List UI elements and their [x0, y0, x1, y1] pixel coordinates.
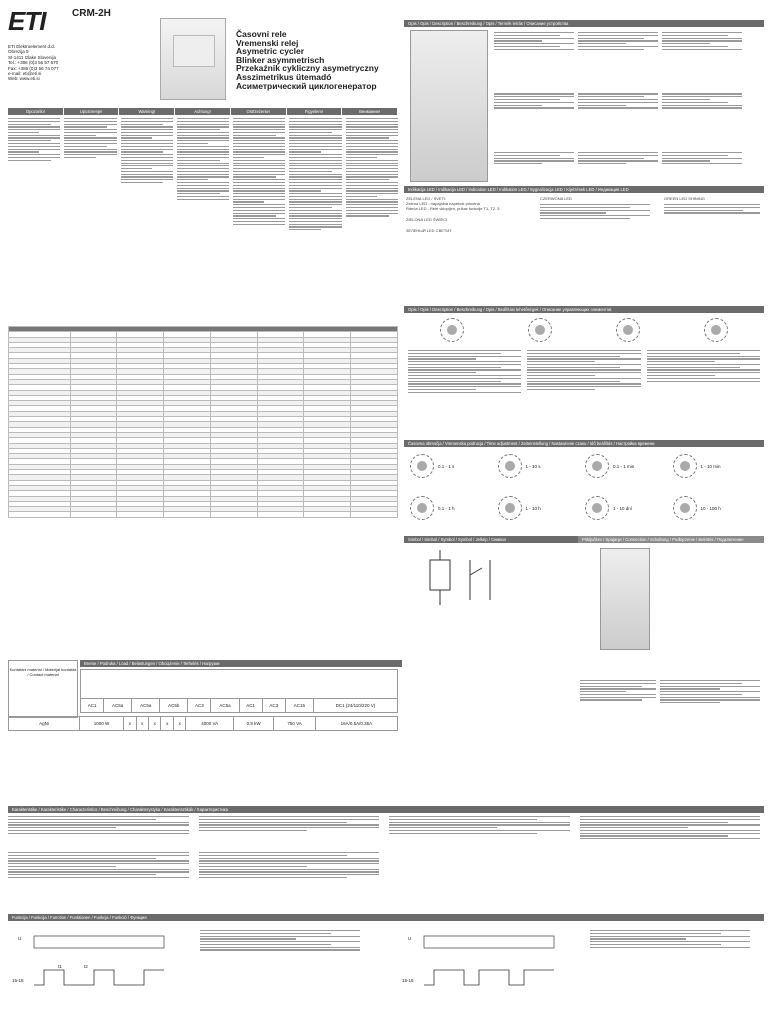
description-block — [662, 93, 742, 126]
description-block — [662, 32, 742, 67]
fine-adjust-dial-icon — [704, 318, 728, 342]
connection-device-illustration — [600, 548, 650, 650]
timing-diagram-left — [14, 930, 184, 1000]
title-line: Przekaźnik cykliczny asymetryczny — [236, 63, 379, 74]
title-line: Vremenski relej — [236, 37, 299, 48]
text-column — [289, 118, 341, 318]
warning-label: Ostrzeżenie! — [231, 108, 287, 115]
dial-label: 10 - 100 h — [700, 505, 721, 511]
function-bar: Funkcija / Funkcija / Function / Funktionen / Funkcja / Funkció / Функция — [8, 914, 764, 921]
address-line: e-mail: eti@eti.si — [8, 71, 42, 77]
warning-label: Внимание! — [342, 108, 398, 115]
time-range-item — [673, 496, 761, 520]
characteristics-column — [389, 852, 570, 878]
time-range-item — [498, 496, 586, 520]
description-block — [494, 152, 574, 182]
t2-label: t2 — [84, 964, 88, 969]
led-line: ZELENA LED / SVETI: — [406, 196, 447, 201]
led-block-right — [664, 204, 760, 214]
dial-icon — [585, 496, 609, 520]
load-column: AC1 — [239, 699, 262, 713]
load-values-row — [9, 717, 398, 731]
led-english: GREEN LED SHINING — [664, 196, 705, 201]
load-columns-row — [81, 699, 398, 713]
load-symbols-row — [81, 670, 398, 699]
text-column — [346, 118, 398, 318]
address-line: Obrezija 5 — [8, 49, 29, 55]
function-text-left — [200, 930, 360, 951]
description-block — [578, 152, 658, 182]
load-column: AC3 — [262, 699, 285, 713]
description-block — [494, 32, 574, 67]
address-line: Web: www.eti.si — [8, 76, 40, 82]
text-column — [177, 118, 229, 318]
load-column: AC15 — [285, 699, 313, 713]
led-line: Rdeča LED - Relé vklopljen, prikaz funkcije T1, T2, 3 — [406, 206, 500, 211]
dial-icon — [410, 454, 434, 478]
led-red-polish: CZERWONA LED — [540, 196, 572, 201]
address-line: Tel.: +386 (0)3 56 57 570 — [8, 60, 59, 66]
characteristics-columns-2 — [8, 852, 760, 878]
dial-label: 1 - 10 h — [525, 505, 541, 511]
dial-label: 0.1 - 1 h — [438, 505, 455, 511]
description-bar: Opis / Opis / Description / Beschreibung / Opis / Termék leírás / Описание устройства — [404, 20, 764, 27]
text-column — [121, 118, 173, 318]
settings-text-block — [408, 350, 521, 393]
address-line: Fax: +386 (0)3 56 74 077 — [8, 65, 59, 71]
dial-label: 1 - 10 min — [700, 463, 721, 469]
characteristics-column — [389, 816, 570, 839]
contact-material: AgNi — [9, 717, 80, 731]
led-polish-green: ZIELONA LED ŚWIECI — [406, 217, 448, 222]
warning-label: Figyelem! — [287, 108, 343, 115]
t1-label: t1 — [58, 964, 62, 969]
title-line: Asymetric cycler — [236, 46, 305, 57]
dial-label: 0.1 - 1 min — [613, 463, 635, 469]
load-header: Breme / Podruka / Load / Belastungen / Obciążenie / Terhelés / Нагрузки — [80, 660, 402, 667]
warning-bar — [8, 108, 398, 115]
contact-material-cell — [8, 660, 78, 718]
device-front-illustration — [410, 30, 488, 182]
connection-notes — [660, 680, 760, 703]
led-line: Zelena LED - napajalna napetost prisotna — [406, 201, 480, 206]
load-value: 1000 W — [80, 717, 124, 731]
device-illustration — [160, 18, 226, 100]
description-block — [578, 93, 658, 126]
load-value: x — [161, 717, 173, 731]
warning-label: Opozorilo! — [8, 108, 64, 115]
load-value: 16A/0.5A/0.35A — [315, 717, 397, 731]
connection-notes — [580, 680, 656, 701]
dial-icon — [673, 496, 697, 520]
address-line: ETI Elektroelement d.d. — [8, 44, 56, 49]
relay-label: 15-18 — [402, 978, 414, 983]
text-column — [64, 118, 116, 318]
description-block — [662, 152, 742, 182]
title-line: Blinker asymmetrisch — [236, 54, 325, 65]
dial-label: 1 - 10 s — [525, 463, 541, 469]
settings-text-block — [647, 350, 760, 393]
function-text-right — [590, 930, 750, 948]
load-row-label: Kontaktni material / Materijal kontakta / Contact material — [9, 667, 77, 677]
description-block — [494, 93, 574, 126]
model-name: CRM-2H — [72, 8, 111, 19]
characteristics-column — [580, 852, 761, 878]
relay-label: 15-18 — [12, 978, 24, 983]
settings-bar: Opis / Opis / Description / Beschreibung / Opis / Beállítási lehetőségek / Описание управляющих элементов — [404, 306, 764, 313]
text-column — [8, 118, 60, 318]
characteristics-columns — [8, 816, 760, 839]
led-block-middle — [540, 204, 650, 219]
warning-text-columns — [8, 118, 398, 318]
time-range-bar: Časovna območja / Vremenska podrucja / Time adjustment / Zeiteinstellung / Nastawienie czasu / Idő beállítás / Настройка времени — [404, 440, 764, 447]
title-line: Asszimetrikus ütemadó — [236, 71, 332, 82]
text-column — [233, 118, 285, 318]
dial-label: 0.1 - 1 s — [438, 463, 455, 469]
timing-diagram-right — [404, 930, 574, 1000]
time-range-item — [673, 454, 761, 478]
settings-text-block — [527, 350, 640, 393]
load-value: x — [149, 717, 161, 731]
load-value: x — [173, 717, 185, 731]
eti-logo: ETI — [8, 6, 46, 36]
dial-icon — [585, 454, 609, 478]
load-value: 4000 VA — [186, 717, 233, 731]
fine-adjust-dial-icon — [616, 318, 640, 342]
warning-label: Achtung! — [175, 108, 231, 115]
load-values-table — [8, 716, 398, 731]
load-column: DC1 (24/110/220 V) — [313, 699, 397, 713]
time-range-item — [498, 454, 586, 478]
load-value: 0.9 kW — [233, 717, 273, 731]
time-range-grid — [410, 454, 760, 520]
led-russian: ЗЕЛЕНЫЙ LED СВЕТИТ — [406, 228, 452, 233]
led-block-left — [406, 196, 526, 233]
address-line: SI-1411 Izlake Slovenija — [8, 54, 56, 60]
company-address — [8, 44, 68, 82]
warning-label: Warning! — [119, 108, 175, 115]
indication-bar: Indikacija LED / Indikacija LED / Indication LED / Indikation LED / Sygnalizacja LED / Kijelzések LED / Индикация LED — [404, 186, 764, 193]
title-line: Асиметрический циклогенератор — [236, 80, 377, 91]
settings-text — [408, 350, 760, 393]
characteristics-column — [580, 816, 761, 839]
time-range-dial-icon — [528, 318, 552, 342]
load-column: AC5b — [160, 699, 188, 713]
load-column: AC5a — [132, 699, 160, 713]
u-label: U — [408, 936, 412, 941]
function-dial-icon — [440, 318, 464, 342]
load-column: AC5a — [104, 699, 132, 713]
warning-label: Upozorenje! — [64, 108, 120, 115]
load-value: x — [124, 717, 136, 731]
table-row — [9, 512, 398, 517]
load-column: AC1 — [81, 699, 104, 713]
characteristics-column — [8, 816, 189, 839]
dial-label: 1 - 10 dní — [613, 505, 633, 511]
dial-icon — [410, 496, 434, 520]
load-column: AC5a — [211, 699, 239, 713]
time-range-item — [585, 496, 673, 520]
dial-icon — [673, 454, 697, 478]
dial-icon — [498, 496, 522, 520]
characteristics-bar: Karakteristike / Karakteristike / Characteristics / Beschreibung / Charakterystyka / Karakterisztikák / Характеристика — [8, 806, 764, 813]
time-range-item — [585, 454, 673, 478]
description-blocks — [494, 32, 760, 182]
time-range-item — [410, 496, 498, 520]
connection-bar: Priključitev / Spajanje / Connection / Schaltung / Podłączenie / Bekötés / Подключение — [578, 536, 764, 543]
time-range-item — [410, 454, 498, 478]
wiring-symbol — [410, 550, 570, 610]
characteristics-column — [8, 852, 189, 878]
load-column: AC3 — [188, 699, 211, 713]
u-label: U — [18, 936, 22, 941]
description-block — [578, 32, 658, 67]
title-line: Časovni rele — [236, 29, 287, 39]
load-value: 750 VA — [274, 717, 315, 731]
load-value: x — [136, 717, 148, 731]
load-table — [80, 669, 398, 713]
settings-dials — [408, 318, 760, 342]
characteristics-column — [199, 816, 380, 839]
dial-icon — [498, 454, 522, 478]
characteristics-column — [199, 852, 380, 878]
symbol-bar: Simbol / Simbol / Symbol / Symbol / Jelkép / Символ — [404, 536, 578, 543]
product-titles — [236, 30, 396, 90]
technical-parameters-table — [8, 326, 398, 518]
